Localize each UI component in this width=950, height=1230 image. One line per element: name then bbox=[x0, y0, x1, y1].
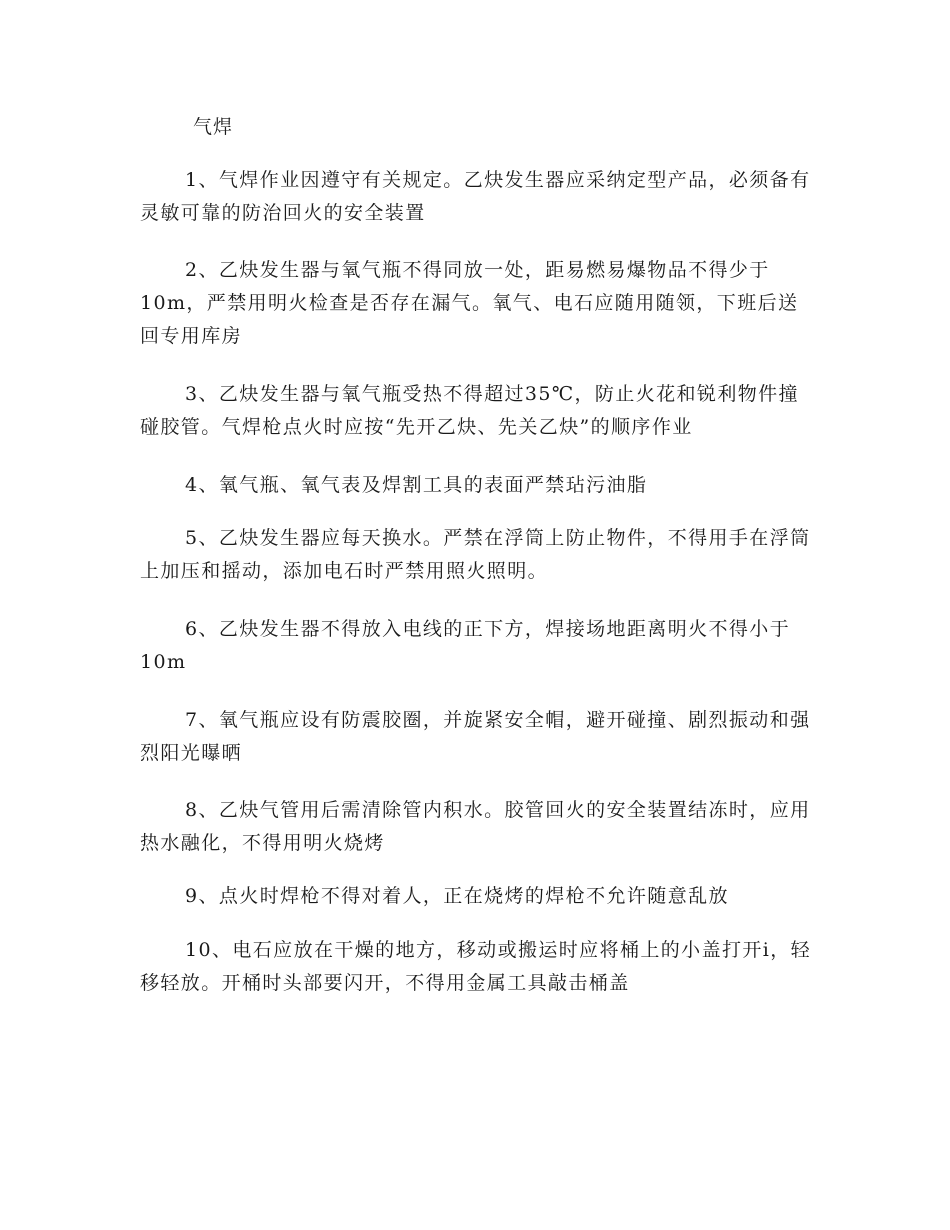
paragraph-10: 10、电石应放在干燥的地方，移动或搬运时应将桶上的小盖打开i，轻移轻放。开桶时头部要闪开，不得用金属工具敲击桶盖 bbox=[140, 939, 812, 994]
paragraph-2: 2、乙炔发生器与氧气瓶不得同放一处，距易燃易爆物品不得少于10m，严禁用明火检查是否存在漏气。氧气、电石应随用随领，下班后送回专用库房 bbox=[140, 259, 799, 347]
paragraph-5: 5、乙炔发生器应每天换水。严禁在浮筒上防止物件，不得用手在浮筒上加压和摇动，添加电石时严禁用照火照明。 bbox=[140, 527, 811, 582]
paragraph-9: 9、点火时焊枪不得对着人，正在烧烤的焊枪不允许随意乱放 bbox=[185, 885, 729, 907]
document-title: 气焊 bbox=[193, 116, 234, 138]
paragraph-8: 8、乙炔气管用后需清除管内积水。胶管回火的安全装置结冻时，应用热水融化，不得用明火烧烤 bbox=[140, 799, 811, 854]
paragraph-6: 6、乙炔发生器不得放入电线的正下方，焊接场地距离明火不得小于10m bbox=[140, 618, 791, 673]
paragraph-1: 1、气焊作业因遵守有关规定。乙炔发生器应采纳定型产品，必须备有灵敏可靠的防治回火的安全装置 bbox=[140, 169, 811, 224]
paragraph-3: 3、乙炔发生器与氧气瓶受热不得超过35℃，防止火花和锐利物件撞碰胶管。气焊枪点火时应按“先开乙炔、先关乙炔”的顺序作业 bbox=[140, 383, 799, 438]
paragraph-7: 7、氧气瓶应设有防震胶圈，并旋紧安全帽，避开碰撞、剧烈振动和强烈阳光曝晒 bbox=[140, 709, 811, 764]
paragraph-4: 4、氧气瓶、氧气表及焊割工具的表面严禁玷污油脂 bbox=[185, 474, 648, 496]
